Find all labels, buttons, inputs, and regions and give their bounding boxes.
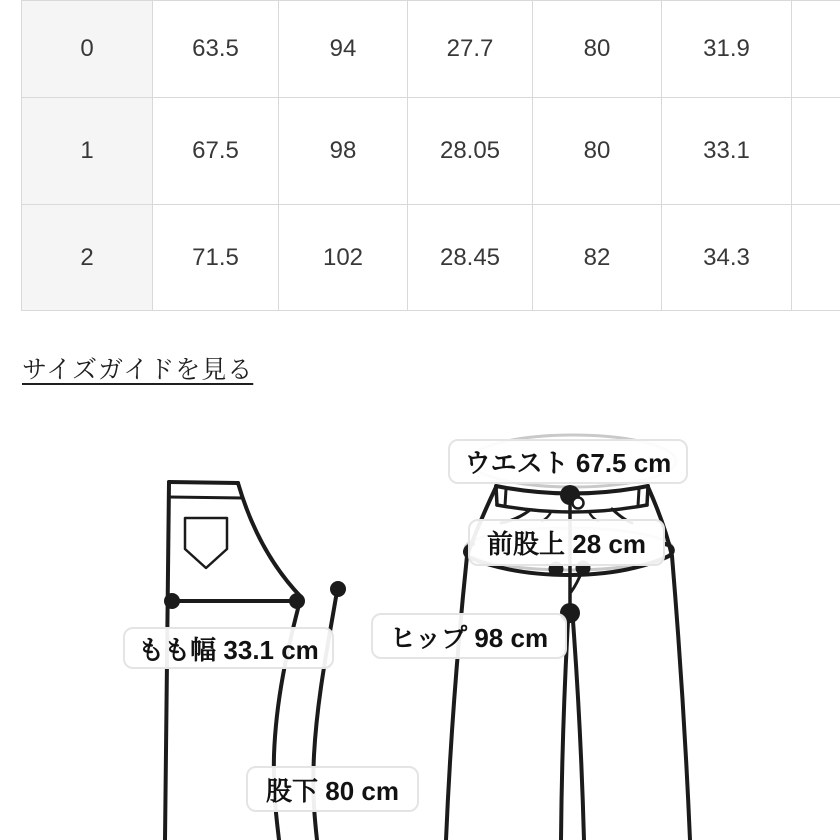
value-cell: 67.5: [153, 98, 279, 205]
size-cell: 2: [22, 205, 153, 311]
value-cell: [792, 205, 840, 311]
waist-measurement-label: ウエスト 67.5 cm: [448, 439, 688, 484]
value-cell: 33.1: [662, 98, 792, 205]
value-cell: [792, 98, 840, 205]
value-cell: 82: [533, 205, 662, 311]
size-guide-link[interactable]: サイズガイドを見る: [22, 356, 254, 384]
table-row: [22, 98, 840, 205]
value-cell: 94: [279, 1, 408, 98]
value-cell: 71.5: [153, 205, 279, 311]
value-cell: 80: [533, 1, 662, 98]
size-table: [21, 0, 840, 311]
value-cell: 28.45: [408, 205, 533, 311]
value-cell: 63.5: [153, 1, 279, 98]
inseam-measurement-label: 股下 80 cm: [246, 766, 419, 812]
value-cell: 27.7: [408, 1, 533, 98]
value-cell: 34.3: [662, 205, 792, 311]
value-cell: 102: [279, 205, 408, 311]
hip-measurement-label: ヒップ 98 cm: [371, 613, 567, 659]
table-row: [22, 205, 840, 311]
value-cell: 98: [279, 98, 408, 205]
size-table-wrapper: [21, 0, 840, 312]
value-cell: [792, 1, 840, 98]
value-cell: 28.05: [408, 98, 533, 205]
thigh-width-measurement-label: もも幅 33.1 cm: [123, 627, 334, 669]
size-cell: 1: [22, 98, 153, 205]
front-rise-measurement-label: 前股上 28 cm: [468, 519, 665, 566]
value-cell: 31.9: [662, 1, 792, 98]
value-cell: 80: [533, 98, 662, 205]
size-cell: 0: [22, 1, 153, 98]
table-row: [22, 1, 840, 98]
